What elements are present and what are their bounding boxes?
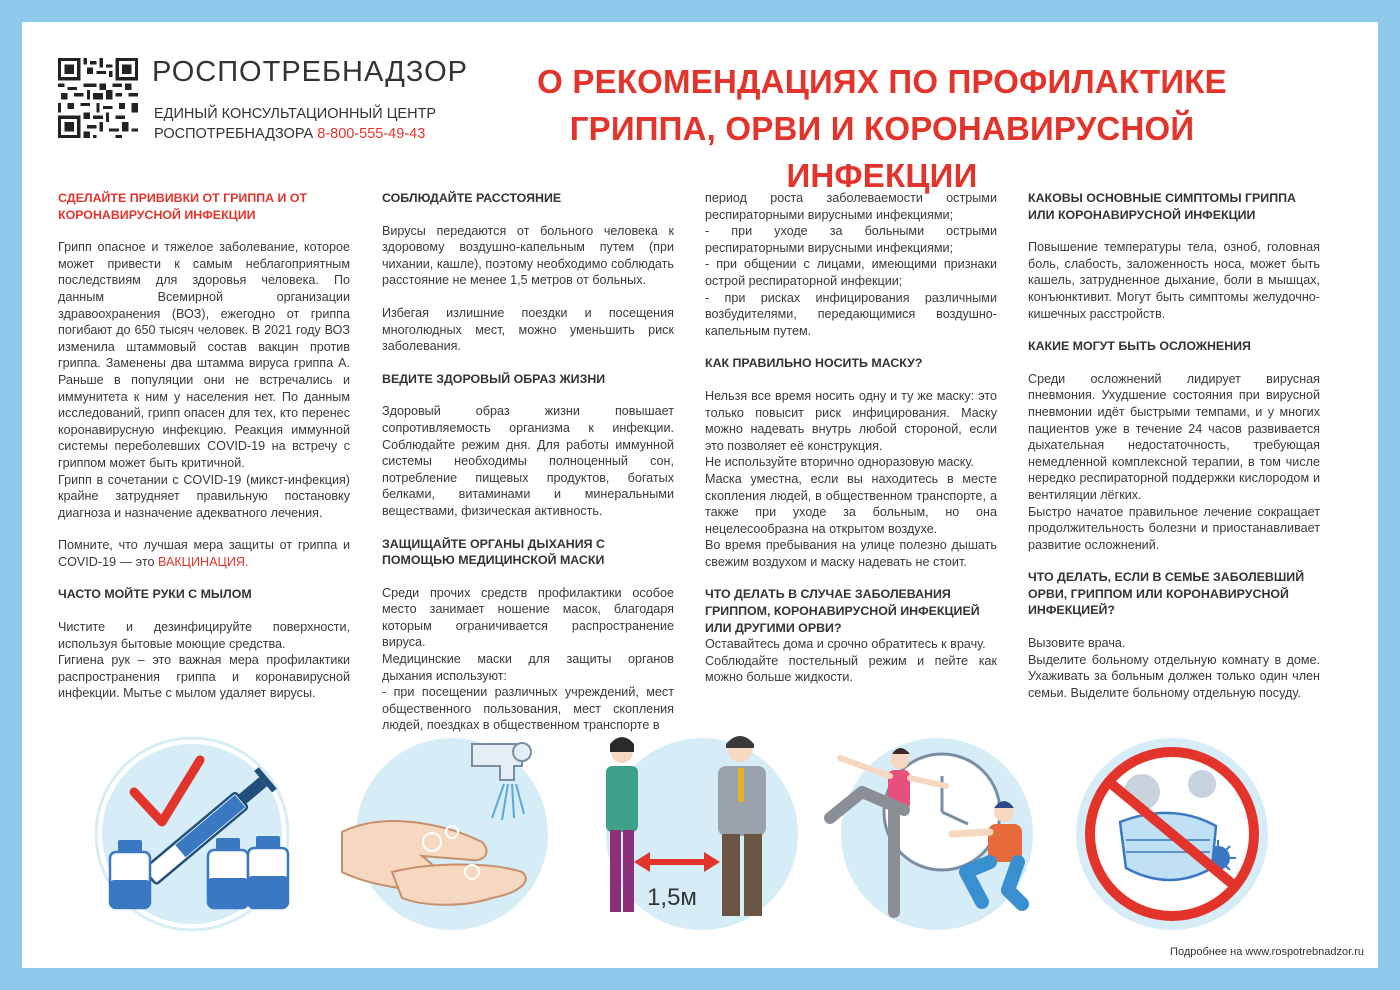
exercise-illustration [830,738,1033,930]
paragraph-mask-2: Не используйте вторично одноразовую маску. [705,455,974,470]
org-sub-line2 [154,124,436,144]
heading-how-wear-mask: КАК ПРАВИЛЬНО НОСИТЬ МАСКУ? [705,356,923,371]
paragraph-bed-rest: Соблюдайте постельный режим и пейте как можно больше жидкости. [705,653,997,685]
paragraph-complications-1: Среди осложнений лидирует вирусная пневмония. Ухудшение состояния при вирусной пневмонии идёт быстрыми темпами, и у многих пациентов уже в течение 24 часов развивается дыхательная недостаточность, требующая немедленной комплексной терапии, в том числе нередко респираторной поддержки кислородом и вентиляции лёгких. [1028,371,1320,502]
paragraph-mask-1: Нельзя все время носить одну и ту же маску: это только повысит риск инфицирования. Маску можно надевать внутрь любой стороной, если это позволяет её конструкция. [705,388,997,453]
paragraph-distance: Вирусы передаются от больного человека к здоровому воздушно-капельным путем (при чихании, кашле), поэтому необходимо соблюдать расстояние не менее 1,5 метров от больных. [382,223,674,288]
paragraph-cont-2: - при уходе за больными острыми респираторными вирусными инфекциями; [705,224,997,255]
paragraph-mask-3: Маска уместна, если вы находитесь в месте скопления людей, в общественном транспорте, а также при уходе за больным, но она нецелесообразна на открытом воздухе. [705,471,997,536]
column-3 [705,190,997,702]
hotline-phone: 8-800-555-49-43 [317,126,426,142]
paragraph-healthy-lifestyle: Здоровый образ жизни повышает сопротивляемость организма к инфекции. Соблюдайте режим дня. Для работы иммунной системы необходимы полноценный сон, потребление пищевых продуктов, богатых белками, витаминами и минеральными веществами, физическая активность. [382,404,674,518]
paragraph-stay-home: Оставайтесь дома и срочно обратитесь к врачу. [705,637,986,652]
heading-what-to-do: ЧТО ДЕЛАТЬ В СЛУЧАЕ ЗАБОЛЕВАНИЯ ГРИППОМ, КОРОНАВИРУСНОЙ ИНФЕКЦИЕЙ ИЛИ ДРУГИМИ ОРВИ? [705,587,980,635]
paragraph-hand-hygiene: Гигиена рук – это важная мера профилактики распространения гриппа и коронавирусной инфекции. Мытье с мылом удаляет вирусы. [58,653,350,701]
heading-wash-hands: ЧАСТО МОЙТЕ РУКИ С МЫЛОМ [58,587,252,602]
org-sub-line2-text: РОСПОТРЕБНАДЗОРА [154,126,314,142]
handwashing-illustration [342,738,548,930]
column-2 [382,190,674,750]
remember-text: Помните, что лучшая мера защиты от гриппа и COVID-19 — это [58,538,350,569]
distance-label: 1,5м [647,884,697,911]
paragraph-complications-2: Быстро начатое правильное лечение сокращает продолжительность болезни и приостанавливает развитие осложнений. [1028,504,1320,552]
paragraph-flu: Грипп опасное и тяжелое заболевание, которое может привести к самым неблагоприятным последствиям для здоровья человека. По данным Всемирной организации здравоохранения (ВОЗ), ежегодно от гриппа погибают до 650 тысяч человек. В 2021 году ВОЗ изменила штаммовый состав вакцин против гриппа. Заменены два штамма вируса гриппа А. Раньше в популяции они не встречались и иммунитета к ним у населения нет. По данным исследований, грипп опасен для тех, кто перенес коронавирусную инфекцию. Реакция иммунной системы переболевших COVID-19 на встречу с гриппом может быть критичной. [58,240,350,470]
paragraph-clean-surfaces: Чистите и дезинфицируйте поверхности, используя бытовые моющие средства. [58,620,350,651]
poster [22,22,1378,968]
heading-distance: СОБЛЮДАЙТЕ РАССТОЯНИЕ [382,191,562,205]
heading-healthy-lifestyle: ВЕДИТЕ ЗДОРОВЫЙ ОБРАЗ ЖИЗНИ [382,371,606,386]
paragraph-cont-1: период роста заболеваемости острыми респираторными вирусными инфекциями; [705,191,997,222]
org-sub-line1: ЕДИНЫЙ КОНСУЛЬТАЦИОННЫЙ ЦЕНТР [154,106,437,122]
vaccination-illustration [96,738,288,930]
heading-protect-breathing: ЗАЩИЩАЙТЕ ОРГАНЫ ДЫХАНИЯ С ПОМОЩЬЮ МЕДИЦИНСКОЙ МАСКИ [382,536,605,568]
no-virus-illustration [1076,738,1268,930]
title-line1: О РЕКОМЕНДАЦИЯХ ПО ПРОФИЛАКТИКЕ [537,63,1227,100]
illustrations-strip [22,722,1378,942]
paragraph-mask-4: Во время пребывания на улице полезно дышать свежим воздухом и маску надевать не стоит. [705,538,997,569]
distance-illustration [606,736,798,930]
vaccination-highlight: ВАКЦИНАЦИЯ. [157,554,249,569]
column-1 [58,190,350,718]
heading-vaccination: СДЕЛАЙТЕ ПРИВИВКИ ОТ ГРИППА И ОТ КОРОНАВИРУСНОЙ ИНФЕКЦИИ [58,191,308,222]
org-subtitle [154,104,436,144]
org-name: РОСПОТРЕБНАДЗОР [152,56,469,88]
paragraph-crowds: Избегая излишние поездки и посещения многолюдных мест, можно уменьшить риск заболевания. [382,305,674,354]
heading-symptoms: КАКОВЫ ОСНОВНЫЕ СИМПТОМЫ ГРИППА ИЛИ КОРОНАВИРУСНОЙ ИНФЕКЦИИ [1028,191,1296,222]
paragraph-cont-4: - при рисках инфицирования различными возбудителями, передающимися воздушно-капельным путем. [705,290,997,338]
paragraph-masks-2: Медицинские маски для защиты органов дыхания используют: [382,652,674,683]
paragraph-masks-1: Среди прочих средств профилактики особое место занимает ношение масок, благодаря которым ограничивается распространение вируса. [382,585,674,650]
page-title [472,58,1292,199]
paragraph-cont-3: - при общении с лицами, имеющими признаки острой респираторной инфекции; [705,257,997,288]
qr-code [58,58,138,138]
paragraph-remember [58,537,350,570]
heading-complications: КАКИЕ МОГУТ БЫТЬ ОСЛОЖНЕНИЯ [1028,339,1251,354]
paragraph-masks-3: - при посещении различных учреждений, мест общественного пользования, мест скопления людей, поездках в общественном транспорте в [382,685,674,733]
title-line2: ГРИППА, ОРВИ И КОРОНАВИРУСНОЙ ИНФЕКЦИИ [569,110,1195,194]
footer-link: Подробнее на www.rospotrebnadzor.ru [1170,946,1364,958]
paragraph-mixed-infection: Грипп в сочетании с COVID-19 (микст-инфекция) крайне затрудняет правильную постановку диагноза и назначение адекватного лечения. [58,472,350,520]
paragraph-separate-room: Выделите больному отдельную комнату в доме. Ухаживать за больным должен только один член семьи. Выделите больному отдельную посуду. [1028,652,1320,700]
paragraph-call-doctor: Вызовите врача. [1028,636,1126,651]
paragraph-symptoms: Повышение температуры тела, озноб, головная боль, слабость, заложенность носа, может быть кашель, затрудненное дыхание, боли в мышцах, конъюнктивит. Могут быть симптомы желудочно-кишечных расстройств. [1028,240,1320,321]
column-4 [1028,190,1320,717]
header [22,22,1378,194]
heading-family-sick: ЧТО ДЕЛАТЬ, ЕСЛИ В СЕМЬЕ ЗАБОЛЕВШИЙ ОРВИ, ГРИППОМ ИЛИ КОРОНАВИРУСНОЙ ИНФЕКЦИЕЙ? [1028,570,1305,618]
